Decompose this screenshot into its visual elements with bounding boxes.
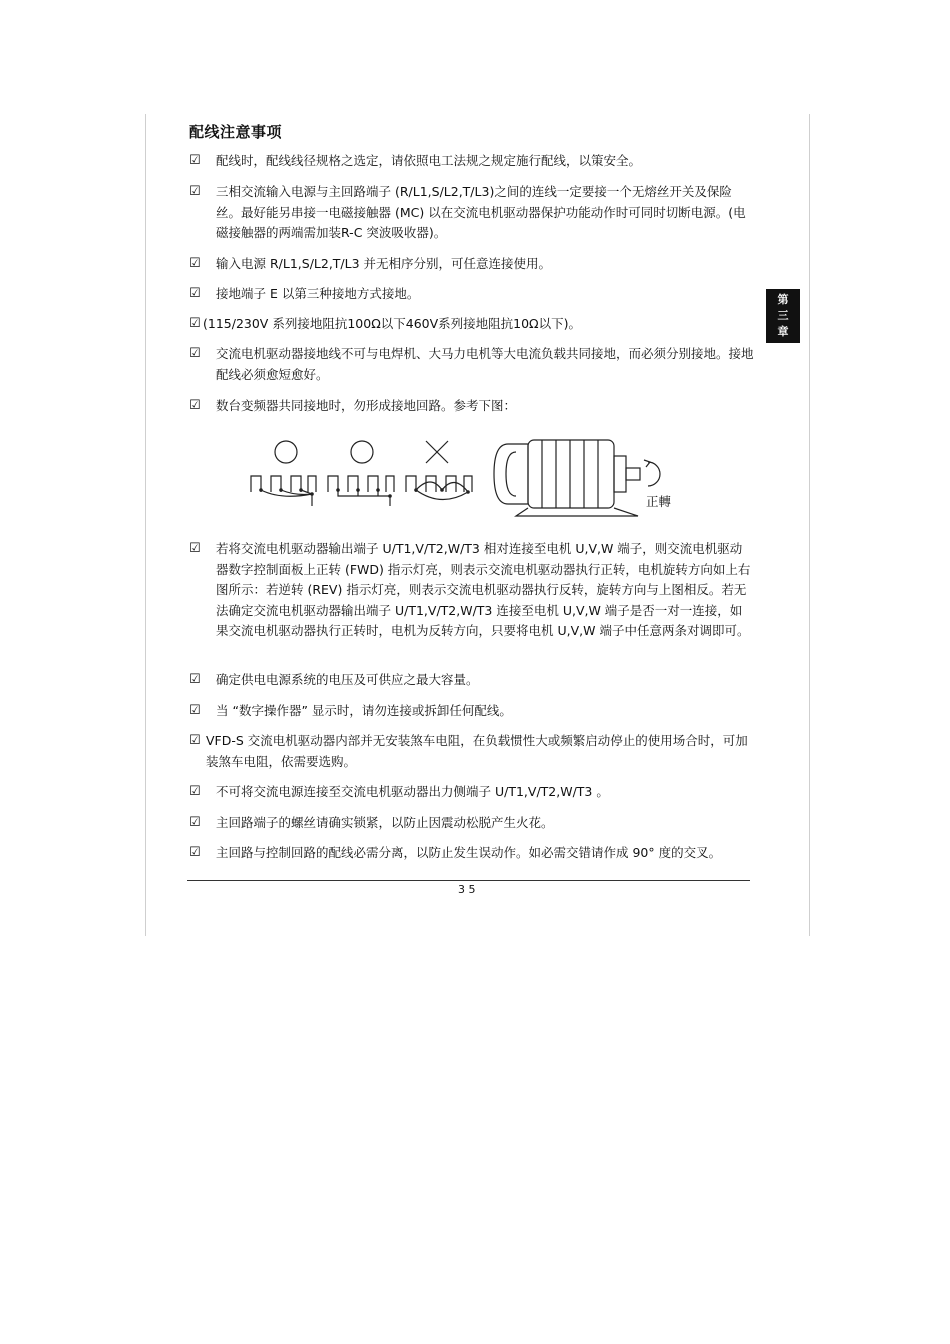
ground-wire-icon: [261, 490, 312, 506]
list-item: [189, 284, 754, 305]
page-number: 3 5: [458, 883, 476, 896]
list-item: [189, 344, 754, 385]
chapter-tab-char: 章: [777, 325, 789, 338]
correct-mark-icon: [275, 441, 297, 463]
item-text: 不可将交流电源连接至交流电机驱动器出力侧端子 U/T1,V/T2,W/T3 。: [216, 784, 609, 799]
checkbox-icon: ☑: [189, 153, 201, 168]
chapter-tab-char: 三: [777, 309, 789, 322]
footer-divider: [187, 880, 750, 881]
correct-mark-icon: [351, 441, 373, 463]
item-text: 接地端子 E 以第三种接地方式接地。: [216, 286, 420, 301]
item-text: 主回路端子的螺丝请确实锁紧，以防止因震动松脱产生火花。: [216, 815, 554, 830]
checkbox-icon: ☑: [189, 256, 201, 271]
checkbox-icon: ☑: [189, 398, 201, 413]
checkbox-icon: ☑: [189, 316, 201, 331]
list-item: [189, 731, 754, 772]
list-item: [189, 254, 754, 275]
checkbox-icon: ☑: [189, 541, 201, 556]
list-item: [189, 843, 754, 864]
motor-direction-label: 正轉: [646, 494, 672, 509]
checkbox-icon: ☑: [189, 672, 201, 687]
list-item: [189, 314, 754, 335]
ground-wire-icon: [338, 490, 390, 506]
list-item: [189, 182, 754, 244]
item-text: VFD-S 交流电机驱动器内部并无安装煞车电阻，在负载惯性大或频繁启动停止的使用场合时，可加装煞车电阻，依需要选购。: [206, 733, 748, 769]
item-text: 输入电源 R/L1,S/L2,T/L3 并无相序分别，可任意连接使用。: [216, 256, 552, 271]
rotation-arrow-icon: [648, 462, 660, 486]
chapter-tab-char: 第: [777, 293, 789, 306]
grounding-diagram: [246, 430, 676, 522]
checkbox-icon: ☑: [189, 346, 201, 361]
rotation-arrow-icon: [644, 460, 650, 467]
item-text: 若将交流电机驱动器输出端子 U/T1,V/T2,W/T3 相对连接至电机 U,V,W 端子，则交流电机驱动器数字控制面板上正转 (FWD) 指示灯亮，则表示交流电机驱动器执行正转，电机旋转方向如上右图所示：若逆转 (REV) 指示灯亮，则表示交流电机驱动器执行反转，旋转方向与上图相反。若无法确定交流电机驱动器输出端子 U/T1,V/T2,W/T3 连接至电机 U,V,W 端子是否一对一连接，如果交流电机驱动器执行正转时，电机为反转方向，只要将电机 U,V,W 端子中任意两条对调即可。: [216, 541, 751, 638]
list-item: [189, 151, 754, 172]
item-text: 配线时，配线线径规格之选定，请依照电工法规之规定施行配线，以策安全。: [216, 153, 642, 168]
motor-icon: [494, 440, 660, 516]
item-text: 确定供电电源系统的电压及可供应之最大容量。: [216, 672, 479, 687]
list-item: [189, 539, 754, 642]
checkbox-icon: ☑: [189, 733, 201, 748]
list-item: [189, 670, 754, 691]
item-text: 三相交流输入电源与主回路端子 (R/L1,S/L2,T/L3)之间的连线一定要接一个无熔丝开关及保险丝。最好能另串接一电磁接触器 (MC) 以在交流电机驱动器保护功能动作时可同时切断电源。(电磁接触器的两端需加装R-C 突波吸收器)。: [216, 184, 746, 240]
list-item: [189, 782, 754, 803]
item-text: (115/230V 系列接地阻抗100Ω以下460V系列接地阻抗10Ω以下)。: [203, 316, 581, 331]
checkbox-icon: ☑: [189, 784, 201, 799]
item-text: 数台变频器共同接地时，勿形成接地回路。参考下图：: [216, 398, 517, 413]
list-item: [189, 701, 754, 722]
list-item: [189, 813, 754, 834]
checkbox-icon: ☑: [189, 815, 201, 830]
checkbox-icon: ☑: [189, 184, 201, 199]
section-title: 配线注意事项: [189, 123, 283, 141]
checkbox-icon: ☑: [189, 286, 201, 301]
item-text: 交流电机驱动器接地线不可与电焊机、大马力电机等大电流负载共同接地，而必须分别接地。接地配线必须愈短愈好。: [216, 346, 754, 382]
item-text: 主回路与控制回路的配线必需分离，以防止发生误动作。如必需交错请作成 90° 度的交叉。: [216, 845, 722, 860]
checkbox-icon: ☑: [189, 845, 201, 860]
list-item: [189, 396, 754, 417]
item-text: 当 “数字操作器” 显示时，请勿连接或拆卸任何配线。: [216, 703, 512, 718]
chapter-tab[interactable]: [766, 289, 800, 343]
checkbox-icon: ☑: [189, 703, 201, 718]
